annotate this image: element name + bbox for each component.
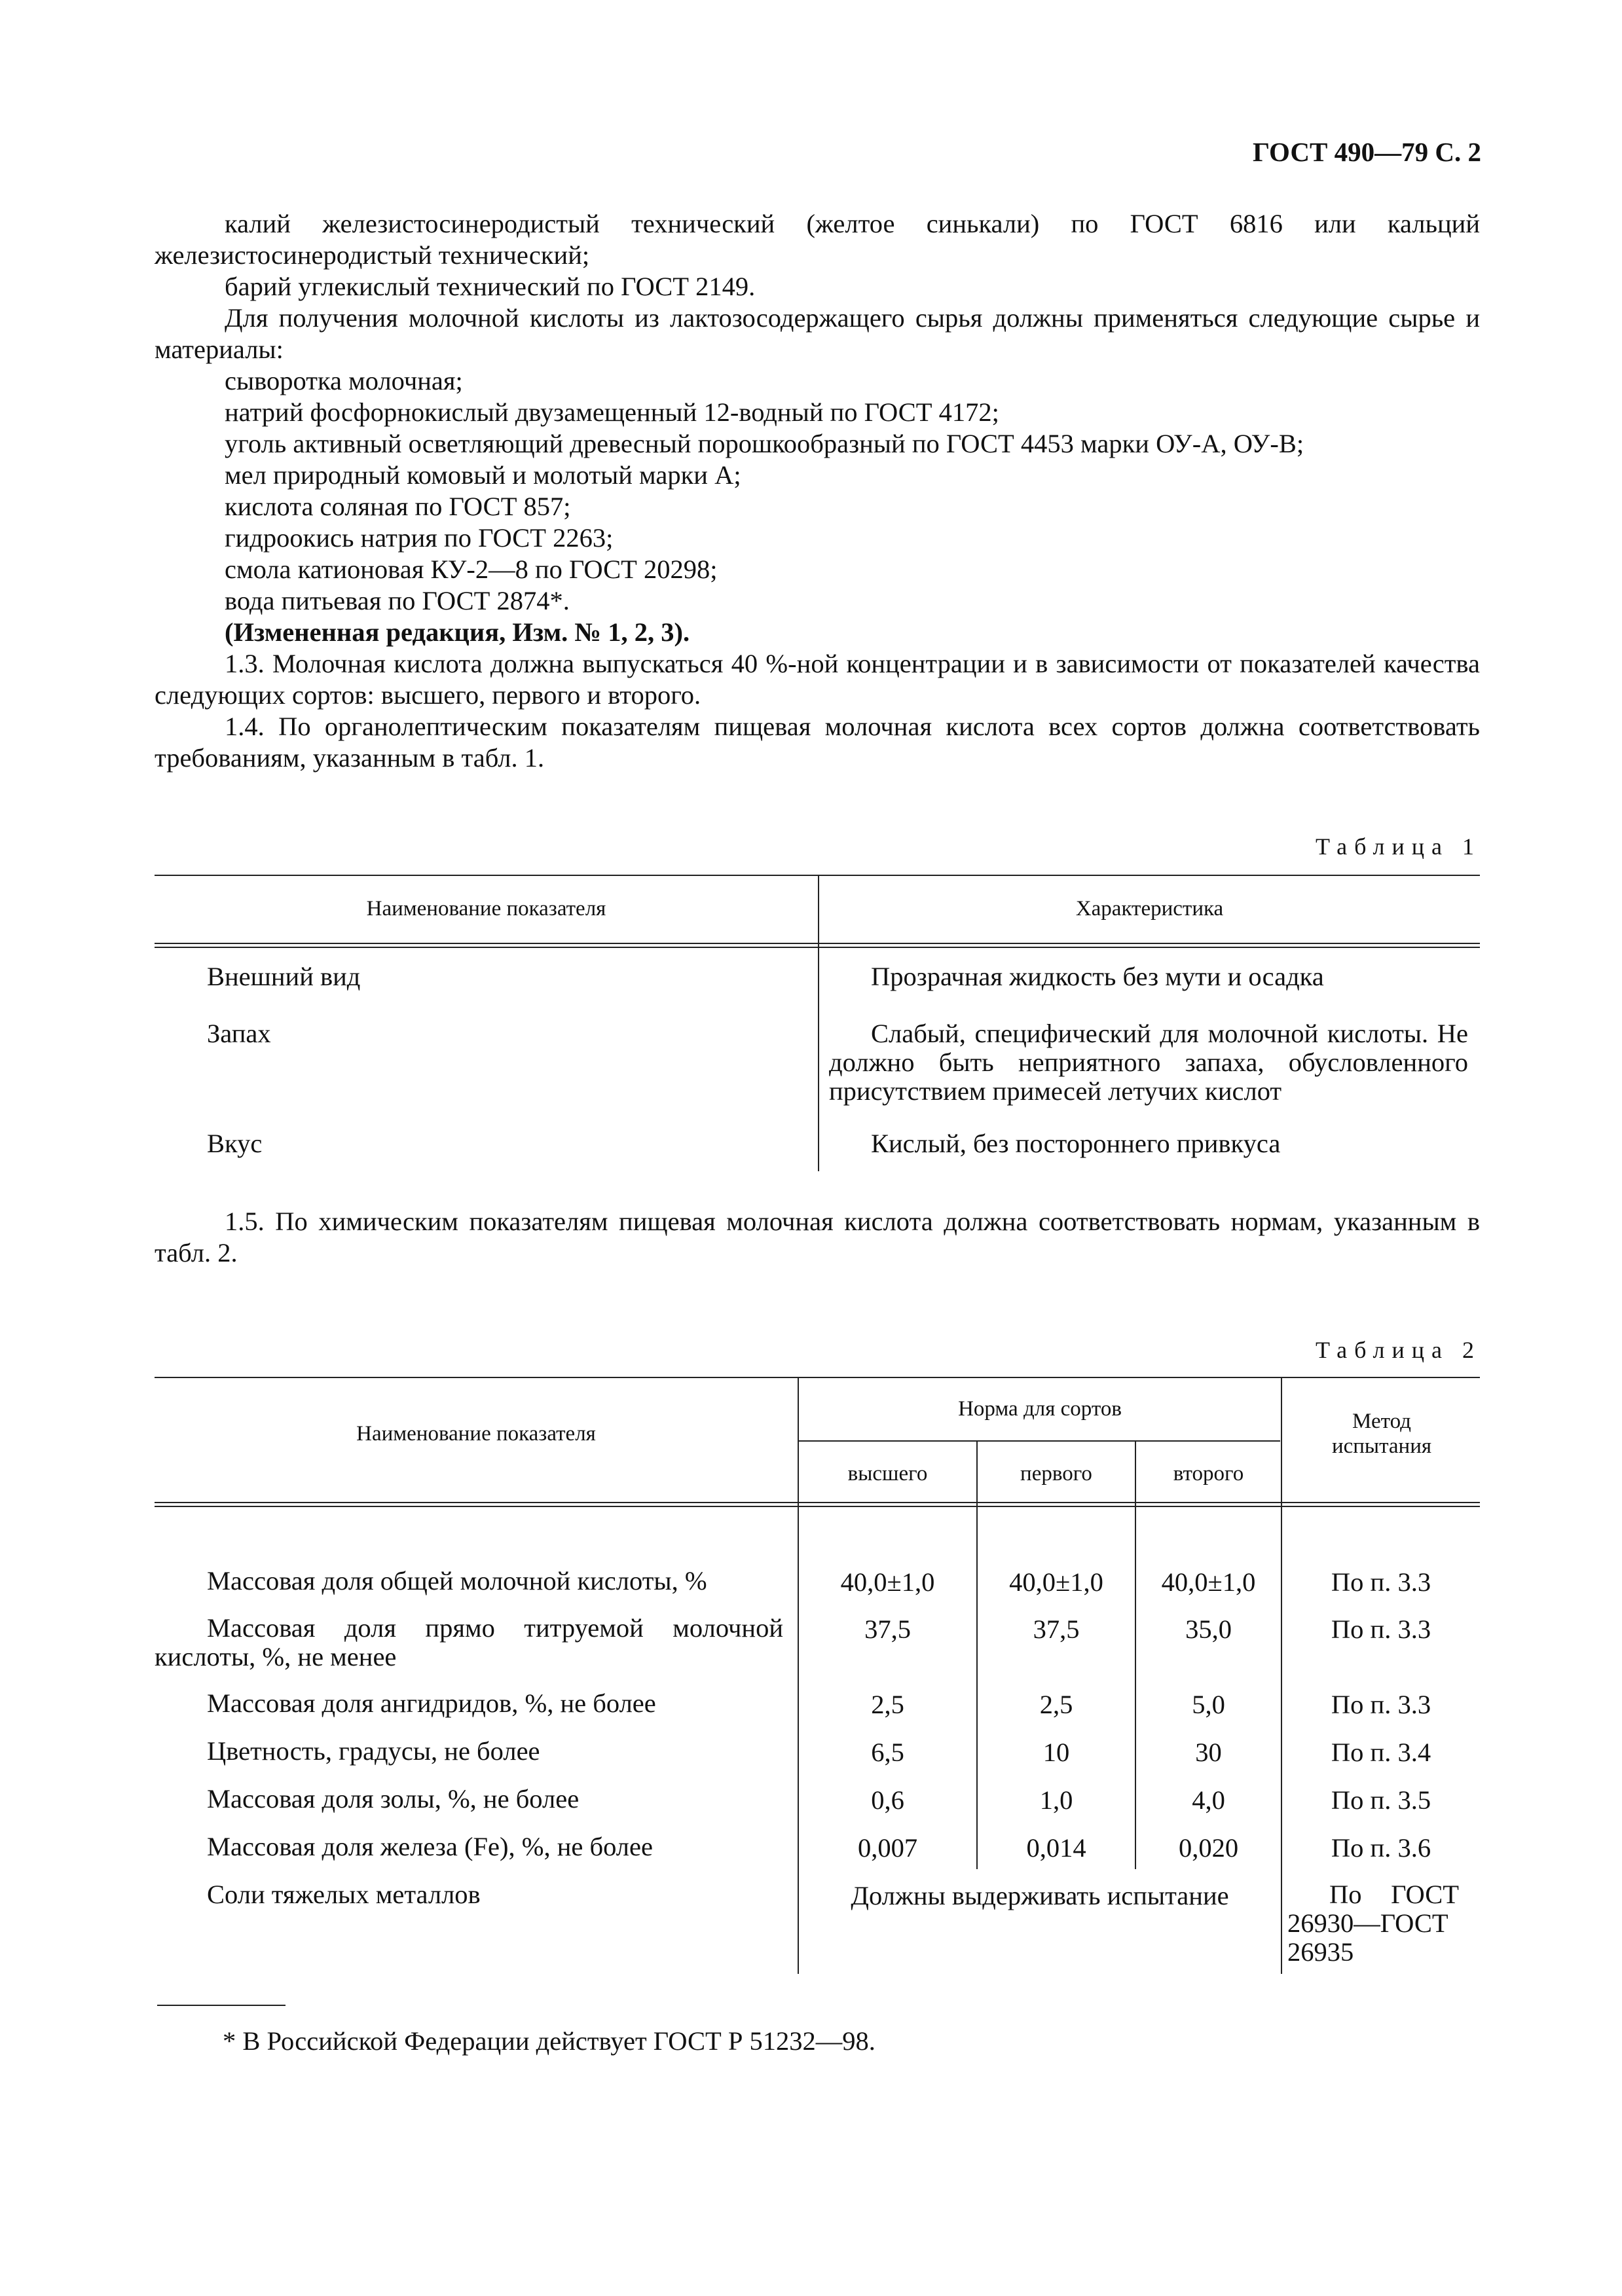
footnote: * В Российской Федерации действует ГОСТ Р 51232—98. xyxy=(223,2026,876,2056)
paragraph-barium: барий углекислый технический по ГОСТ 2149. xyxy=(225,272,756,301)
material-item: смола катионовая КУ-2—8 по ГОСТ 20298; xyxy=(225,555,718,584)
table1-row-name: Вкус xyxy=(207,1129,263,1158)
material-item: сыворотка молочная; xyxy=(225,366,463,395)
paragraph-potassium: калий железистосинеродистый технический (желтое синькали) по ГОСТ 6816 или кальций железистосинеродистый технический; xyxy=(155,209,1480,270)
table2-row-name: Массовая доля прямо титруемой молочной кислоты, %, не менее xyxy=(155,1613,783,1671)
paragraph-lactose: Для получения молочной кислоты из лактозосодержащего сырья должны применяться следующие сырье и материалы: xyxy=(155,303,1480,364)
page-header: ГОСТ 490—79 С. 2 xyxy=(1252,137,1481,167)
table2-col-first: первого xyxy=(1020,1462,1092,1485)
paragraph-1-3: 1.3. Молочная кислота должна выпускаться 40 %-ной концентрации и в зависимости от показателей качества следующих сортов: высшего, первого и второго. xyxy=(155,649,1480,710)
table2-method: По п. 3.4 xyxy=(1331,1738,1431,1767)
table1-row-value: Прозрачная жидкость без мути и осадка xyxy=(871,962,1324,991)
table2-col-name: Наименование показателя xyxy=(356,1422,596,1446)
table2-method: По п. 3.3 xyxy=(1331,1690,1431,1719)
table1-caption: Таблица 1 xyxy=(1316,833,1481,860)
table2-value-first: 1,0 xyxy=(1039,1785,1073,1815)
footnote-rule xyxy=(157,2005,286,2006)
table2-value-high: 0,6 xyxy=(871,1785,904,1815)
table2-row-name: Массовая доля железа (Fe), %, не более xyxy=(207,1832,653,1861)
table1-top-rule xyxy=(155,875,1480,876)
material-item: уголь активный осветляющий древесный порошкообразный по ГОСТ 4453 марки ОУ-А, ОУ-В; xyxy=(225,429,1304,458)
material-item: гидроокись натрия по ГОСТ 2263; xyxy=(225,523,614,553)
table2-value-second: 30 xyxy=(1195,1738,1222,1767)
table2-value-second: 4,0 xyxy=(1192,1785,1225,1815)
table2-merged-norm: Должны выдерживать испытание xyxy=(851,1881,1229,1910)
table2-value-high: 2,5 xyxy=(871,1690,904,1719)
table1-header-rule xyxy=(155,943,1480,944)
table1-row-name: Запах xyxy=(207,1019,271,1048)
material-item: кислота соляная по ГОСТ 857; xyxy=(225,492,571,521)
table1-header-rule-double xyxy=(155,947,1480,948)
table2-value-first: 37,5 xyxy=(1033,1614,1080,1644)
material-item: натрий фосфорнокислый двузамещенный 12-водный по ГОСТ 4172; xyxy=(225,397,999,427)
table2-caption: Таблица 2 xyxy=(1316,1337,1481,1363)
table2-value-first: 2,5 xyxy=(1039,1690,1073,1719)
material-item: мел природный комовый и молотый марки А; xyxy=(225,460,741,490)
table2-value-high: 6,5 xyxy=(871,1738,904,1767)
material-item: вода питьевая по ГОСТ 2874*. xyxy=(225,586,570,615)
amendment-note: (Измененная редакция, Изм. № 1, 2, 3). xyxy=(225,617,690,647)
paragraph-1-4: 1.4. По органолептическим показателям пищевая молочная кислота всех сортов должна соответствовать требованиям, указанным в табл. 1. xyxy=(155,712,1480,773)
table2-row-name: Массовая доля ангидридов, %, не более xyxy=(207,1688,656,1718)
table2-value-first: 0,014 xyxy=(1026,1833,1086,1863)
table2-value-high: 37,5 xyxy=(864,1614,911,1644)
table2-col-high: высшего xyxy=(847,1462,928,1485)
table2-row-name: Массовая доля золы, %, не более xyxy=(207,1784,580,1813)
table2-value-high: 40,0±1,0 xyxy=(840,1567,935,1597)
table2-method: По п. 3.3 xyxy=(1331,1567,1431,1597)
table2-value-second: 0,020 xyxy=(1178,1833,1239,1863)
table2-method: По ГОСТ 26930—ГОСТ 26935 xyxy=(1287,1880,1459,1967)
table1-row-name: Внешний вид xyxy=(207,962,361,991)
paragraph-1-5-block xyxy=(155,1206,1480,1269)
table1-col-characteristic: Характеристика xyxy=(1075,897,1224,920)
intro-text xyxy=(155,208,1480,774)
table2-col-method: Метод испытания xyxy=(1331,1410,1432,1458)
paragraph-1-5: 1.5. По химическим показателям пищевая молочная кислота должна соответствовать нормам, указанным в табл. 2. xyxy=(155,1207,1480,1267)
table2-value-first: 10 xyxy=(1042,1738,1070,1767)
table2-method: По п. 3.5 xyxy=(1331,1785,1431,1815)
table2-row-name: Массовая доля общей молочной кислоты, % xyxy=(207,1566,707,1595)
table2-row-name: Цветность, градусы, не более xyxy=(207,1736,540,1766)
table2-norm-rule xyxy=(798,1440,1280,1442)
table2-value-high: 0,007 xyxy=(857,1833,918,1863)
table2-value-second: 35,0 xyxy=(1185,1614,1232,1644)
table2-value-second: 40,0±1,0 xyxy=(1161,1567,1256,1597)
table2-col-second: второго xyxy=(1173,1462,1244,1485)
table2-divider-method xyxy=(1281,1377,1282,1974)
table2-value-first: 40,0±1,0 xyxy=(1009,1567,1103,1597)
table2-col-norm: Норма для сортов xyxy=(958,1397,1122,1421)
table2-value-second: 5,0 xyxy=(1192,1690,1225,1719)
table2-row-name: Соли тяжелых металлов xyxy=(207,1880,481,1909)
table1-col-name: Наименование показателя xyxy=(366,897,606,920)
table2-method: По п. 3.6 xyxy=(1331,1833,1431,1863)
table1-row-value: Слабый, специфический для молочной кислоты. Не должно быть неприятного запаха, обусловленного присутствием примесей летучих кислот xyxy=(829,1019,1468,1106)
table2-method: По п. 3.3 xyxy=(1331,1614,1431,1644)
table1-row-value: Кислый, без постороннего привкуса xyxy=(871,1129,1281,1158)
